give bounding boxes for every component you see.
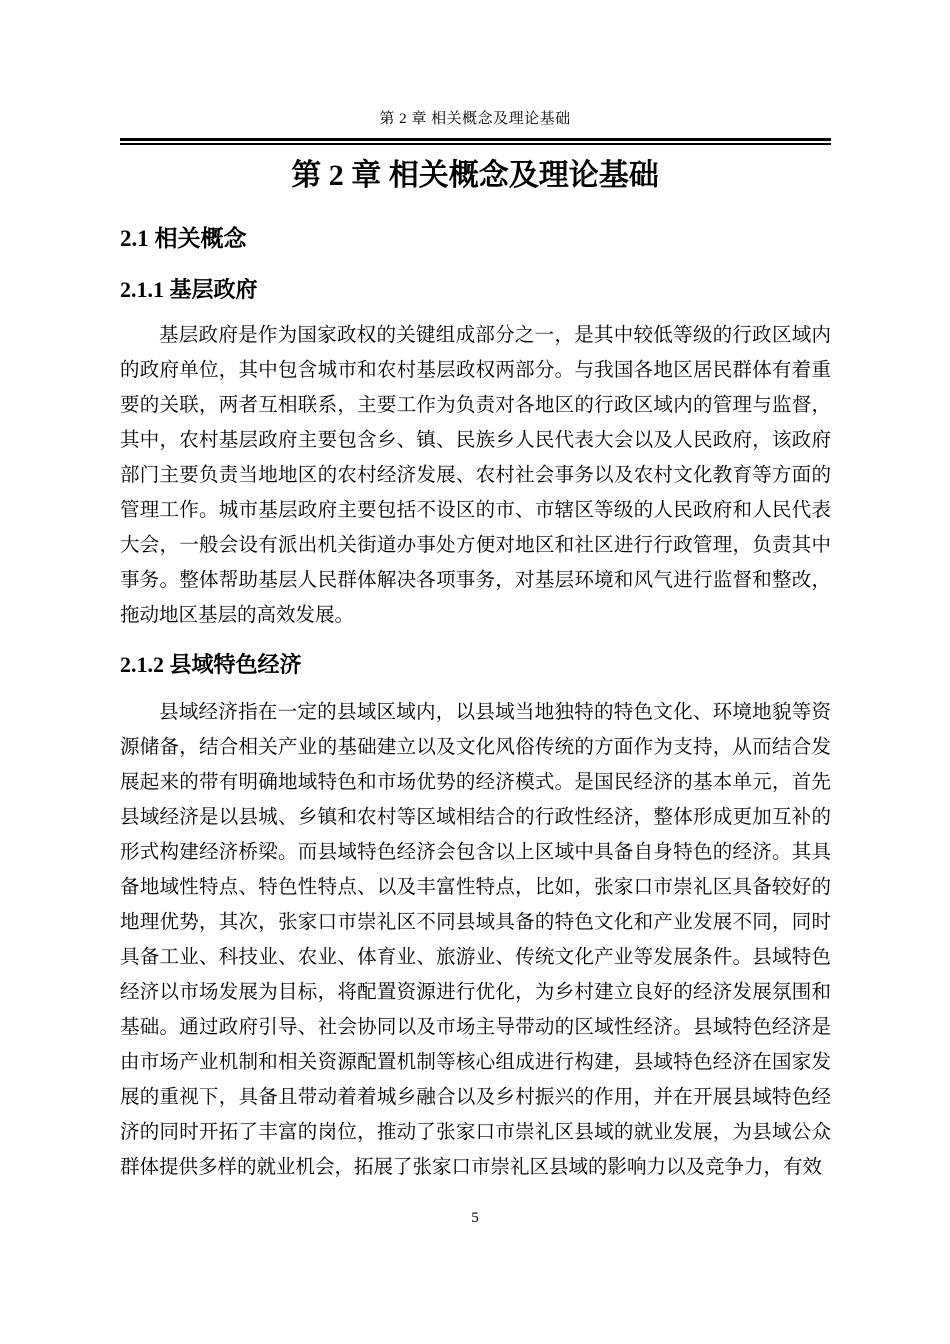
section-heading-2-1-1: 2.1.1 基层政府	[120, 277, 258, 302]
paragraph-basic-government: 基层政府是作为国家政权的关键组成部分之一，是其中较低等级的行政区域内的政府单位，其中包含城市和农村基层政权两部分。与我国各地区居民群体有着重要的关联，两者互相联系，主要工作为负责对各地区的行政区域内的管理与监督，其中，农村基层政府主要包含乡、镇、民族乡人民代表大会以及人民政府，该政府部门主要负责当地地区的农村经济发展、农村社会事务以及农村文化教育等方面的管理工作。城市基层政府主要包括不设区的市、市辖区等级的人民政府和人民代表大会，一般会设有派出机关街道办事处方便对地区和社区进行行政管理，负责其中事务。整体帮助基层人民群体解决各项事务，对基层环境和风气进行监督和整改，拖动地区基层的高效发展。	[120, 325, 831, 626]
section-heading-2-1: 2.1 相关概念	[120, 226, 247, 251]
header-rule-bottom-line	[120, 143, 831, 145]
header-rule-top-line	[120, 138, 831, 141]
header-rule	[120, 138, 831, 145]
section-heading-2-1-2: 2.1.2 县域特色经济	[120, 652, 302, 677]
chapter-title: 第 2 章 相关概念及理论基础	[291, 159, 659, 192]
running-header: 第 2 章 相关概念及理论基础	[379, 111, 571, 127]
paragraph-county-economy: 县域经济指在一定的县域区域内，以县域当地独特的特色文化、环境地貌等资源储备，结合相关产业的基础建立以及文化风俗传统的方面作为支持，从而结合发展起来的带有明确地域特色和市场优势的经济模式。是国民经济的基本单元，首先县域经济是以县城、乡镇和农村等区域相结合的行政性经济，整体形成更加互补的形式构建经济桥梁。而县域特色经济会包含以上区域中具备自身特色的经济。其具备地域性特点、特色性特点、以及丰富性特点，比如，张家口市崇礼区具备较好的地理优势，其次，张家口市崇礼区不同县域具备的特色文化和产业发展不同，同时具备工业、科技业、农业、体育业、旅游业、传统文化产业等发展条件。县域特色经济以市场发展为目标，将配置资源进行优化，为乡村建立良好的经济发展氛围和基础。通过政府引导、社会协同以及市场主导带动的区域性经济。县域特色经济是由市场产业机制和相关资源配置机制等核心组成进行构建，县域特色经济在国家发展的重视下，具备且带动着着城乡融合以及乡村振兴的作用，并在开展县域特色经济的同时开拓了丰富的岗位，推动了张家口市崇礼区县域的就业发展，为县域公众群体提供多样的就业机会，拓展了张家口市崇礼区县域的影响力以及竞争力，有效	[120, 702, 831, 1178]
page-number: 5	[471, 1210, 479, 1226]
